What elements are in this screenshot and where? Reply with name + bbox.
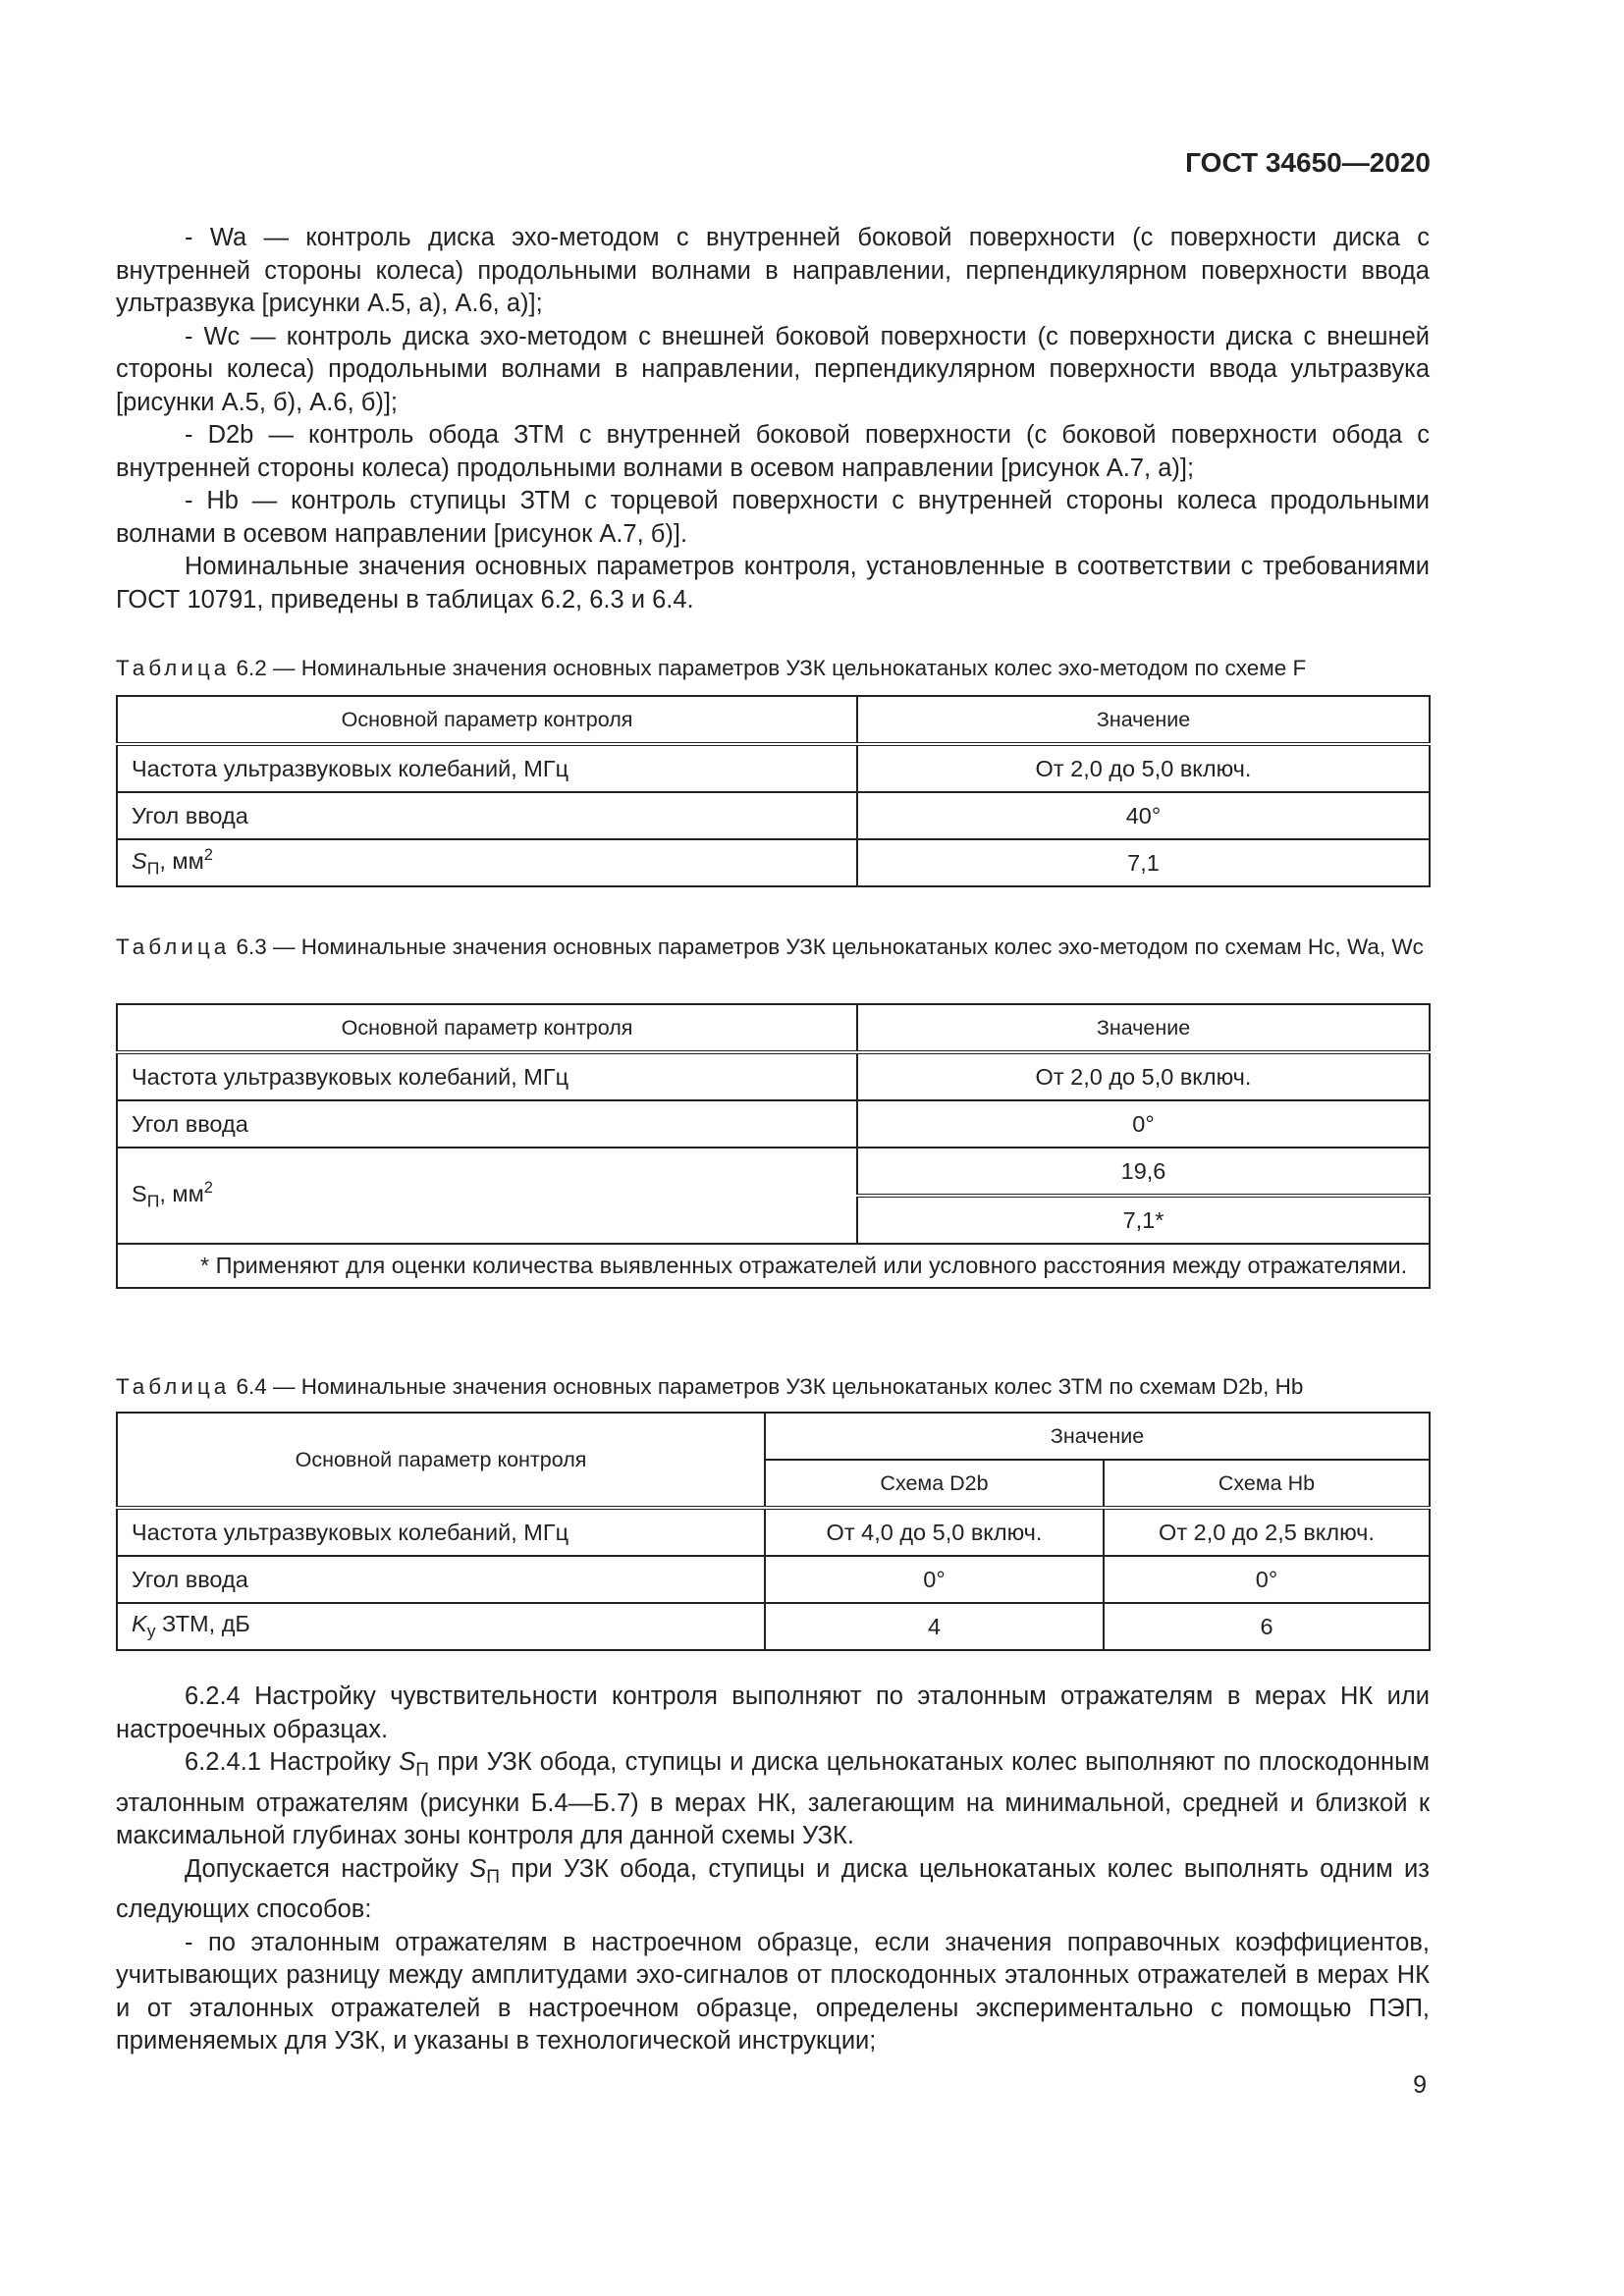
column-header-param: Основной параметр контроля [117,1413,765,1508]
value-cell: От 2,0 до 5,0 включ. [857,744,1430,792]
table-header-row [117,1413,1430,1460]
value-cell: От 2,0 до 5,0 включ. [857,1052,1430,1100]
param-cell: Частота ультразвуковых колебаний, МГц [117,1508,765,1556]
value-cell: 6 [1104,1603,1430,1650]
paragraph-wc: - Wc — контроль диска эхо-методом с внешней боковой поверхности (с поверхности диска с внешней стороны колеса) продольными волнами в направлении, перпендикулярном поверхности ввода ультразвука [рисунки А.5, б), А.6, б)]; [116,322,1430,416]
document-header: ГОСТ 34650—2020 [1185,147,1431,178]
table-header-row [117,1004,1430,1052]
value-cell: 0° [857,1100,1430,1148]
table-6-4 [116,1412,1431,1651]
column-header-value: Значение [857,1004,1430,1052]
table-row [117,1508,1430,1556]
column-header-value: Значение [857,696,1430,744]
value-cell: 4 [765,1603,1104,1650]
value-cell: От 4,0 до 5,0 включ. [765,1508,1104,1556]
table-footnote-row [117,1244,1430,1288]
table-row [117,1148,1430,1196]
column-header-d2b: Схема D2b [765,1460,1104,1508]
param-cell: Частота ультразвуковых колебаний, МГц [117,1052,857,1100]
param-cell: $S_П$, $мм^2$ [117,1148,857,1244]
table-6-3-caption: Таблица 6.3 — Номинальные значения основных параметров УЗК цельнокатаных колес эхо-методом по схемам Hc, Wa, Wc [116,934,1424,959]
table-6-2 [116,695,1431,887]
table-6-4-caption: Таблица 6.4 — Номинальные значения основных параметров УЗК цельнокатаных колес ЗТМ по схемам D2b, Hb [116,1374,1304,1399]
paragraph-6-2-4: 6.2.4 Настройку чувствительности контроля выполняют по эталонным отражателям в мерах НК или настроечных образцах. [116,1682,1430,1743]
paragraph-method-1: - по эталонным отражателям в настроечном образце, если значения поправочных коэффициентов, учитывающих разницу между амплитудами эхо-сигналов от плоскодонных эталонных отражателей в мерах НК и от эталонных отражателей в настроечном образце, определены экспериментально с помощью ПЭП, применяемых для УЗК, и указаны в технологической инструкции; [116,1928,1430,2056]
page-number: 9 [1413,2071,1427,2099]
table-6-3 [116,1003,1431,1289]
table-row [117,1100,1430,1148]
param-cell: Угол ввода [117,792,857,839]
paragraph-hb: - Hb — контроль ступицы ЗТМ с торцевой поверхности с внутренней стороны колеса продольными волнами в осевом направлении [рисунок А.7, б)]. [116,487,1430,548]
param-cell: $K_у$ ЗТМ, дБ [117,1603,765,1650]
column-header-hb: Схема Hb [1104,1460,1430,1508]
table-row [117,792,1430,839]
column-header-param: Основной параметр контроля [117,696,857,744]
paragraph-allowed: Допускается настройку $S_П$ при УЗК обода, ступицы и диска цельнокатаных колес выполнять одним из следующих способов: [116,1854,1430,1924]
paragraph-d2b: - D2b — контроль обода ЗТМ с внутренней боковой поверхности (с боковой поверхности обода с внутренней стороны колеса) продольными волнами в осевом направлении [рисунок А.7, а)]; [116,421,1430,482]
value-cell: 0° [1104,1556,1430,1603]
value-cell: 19,6 [857,1148,1430,1196]
intro-text [116,222,1430,616]
value-cell: 40° [857,792,1430,839]
value-cell: 7,1* [857,1196,1430,1244]
value-cell: От 2,0 до 2,5 включ. [1104,1508,1430,1556]
value-cell: 7,1 [857,839,1430,886]
column-header-param: Основной параметр контроля [117,1004,857,1052]
table-header-row [117,696,1430,744]
table-row [117,744,1430,792]
param-cell: Угол ввода [117,1556,765,1603]
paragraph-wa: - Wa — контроль диска эхо-методом с внутренней боковой поверхности (с поверхности диска с внутренней стороны колеса) продольными волнами в направлении, перпендикулярном поверхности ввода ультразвука [рисунки А.5, а), А.6, а)]; [116,224,1430,317]
paragraph-nominal: Номинальные значения основных параметров контроля, установленные в соответствии с требованиями ГОСТ 10791, приведены в таблицах 6.2, 6.3 и 6.4. [116,553,1430,614]
table-footnote: * Применяют для оценки количества выявленных отражателей или условного расстояния между отражателями. [117,1244,1430,1288]
table-row [117,1603,1430,1650]
column-header-value: Значение [765,1413,1430,1460]
table-row [117,1052,1430,1100]
table-row [117,1556,1430,1603]
param-cell: Угол ввода [117,1100,857,1148]
table-6-2-caption: Таблица 6.2 — Номинальные значения основных параметров УЗК цельнокатаных колес эхо-методом по схеме F [116,656,1307,680]
value-cell: 0° [765,1556,1104,1603]
paragraph-6-2-4-1: 6.2.4.1 Настройку $S_П$ при УЗК обода, ступицы и диска цельнокатаных колес выполняют по плоскодонным эталонным отражателям (рисунки Б.4—Б.7) в мерах НК, залегающим на минимальной, средней и близкой к максимальной глубинах зоны контроля для данной схемы УЗК. [116,1748,1430,1850]
param-cell: Частота ультразвуковых колебаний, МГц [117,744,857,792]
table-row [117,839,1430,886]
section-6-2-4 [116,1681,1430,2058]
param-cell: $S_П$, $мм^2$ [117,839,857,886]
